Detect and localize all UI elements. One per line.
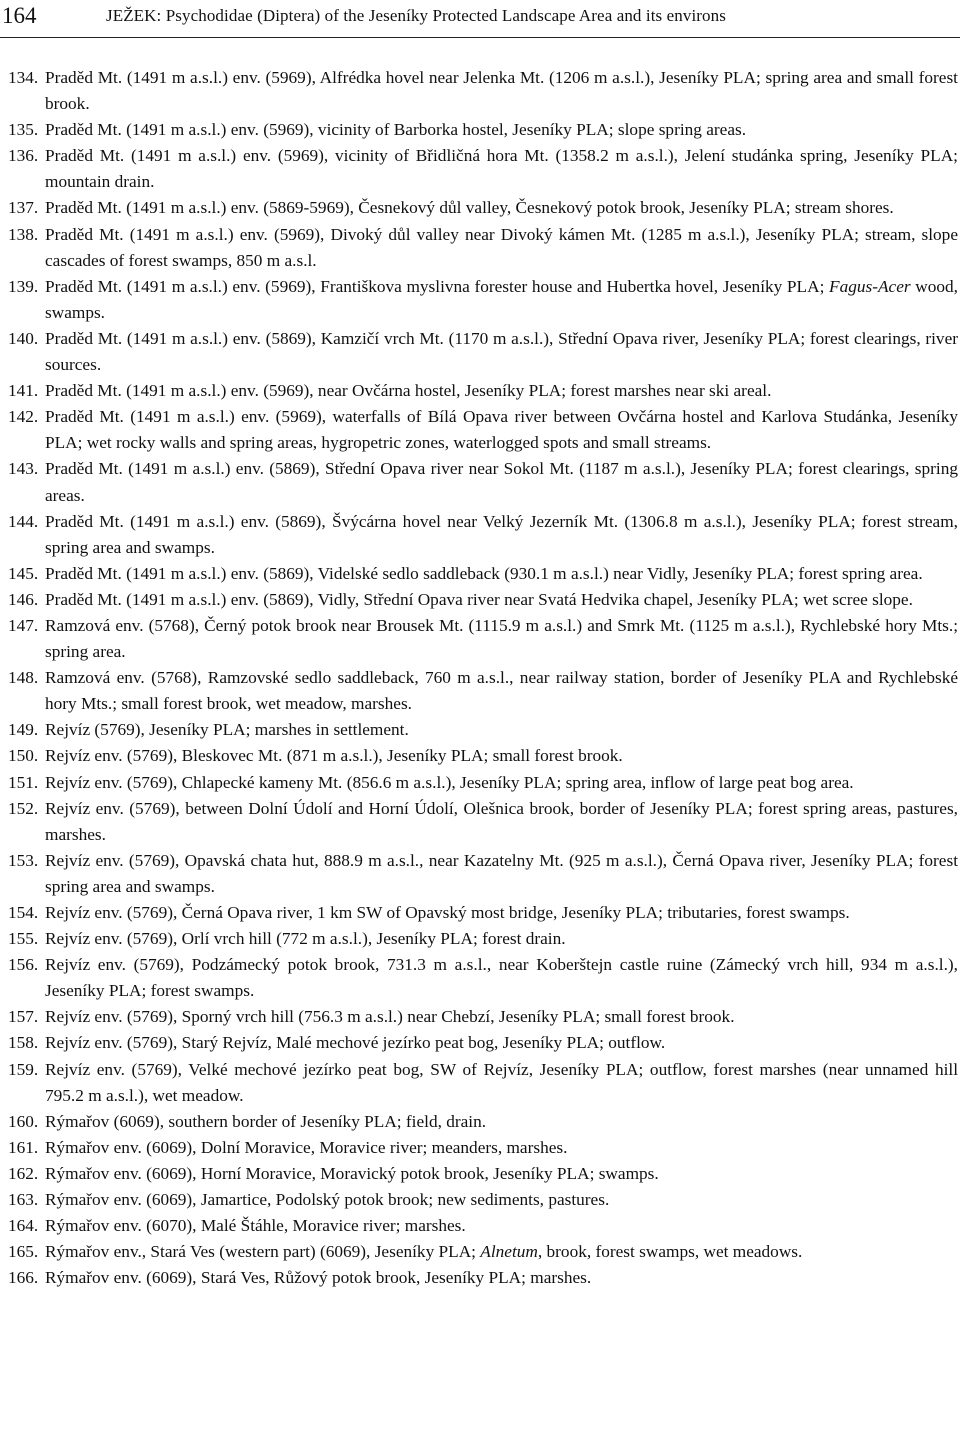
entry-number: 162.	[8, 1163, 39, 1183]
entry-text: Rýmařov env. (6069), Stará Ves, Růžový potok brook, Jeseníky PLA; marshes.	[45, 1268, 592, 1288]
locality-entry	[8, 456, 958, 508]
entry-number: 143.	[8, 459, 39, 479]
entry-text: Rejvíz env. (5769), Starý Rejvíz, Malé mechové jezírko peat bog, Jeseníky PLA; outflow.	[45, 1033, 666, 1053]
locality-entry	[8, 274, 958, 326]
entry-number: 160.	[8, 1111, 39, 1131]
entry-text: Rejvíz env. (5769), Podzámecký potok brook, 731.3 m a.s.l., near Koberštejn castle ruine (Zámecký vrch hill, 934 m a.s.l.), Jeseníky PLA; forest swamps.	[45, 955, 958, 1001]
entry-number: 165.	[8, 1242, 39, 1262]
entry-number: 158.	[8, 1033, 39, 1053]
locality-entry	[8, 117, 958, 143]
locality-entry	[8, 1239, 958, 1265]
entry-text: Rýmařov env. (6069), Jamartice, Podolský potok brook; new sediments, pastures.	[45, 1190, 610, 1210]
entry-number: 142.	[8, 407, 39, 427]
entry-text: Rejvíz env. (5769), Velké mechové jezírko peat bog, SW of Rejvíz, Jeseníky PLA; outflow, forest marshes (near unnamed hill 795.2 m a.s.l.), wet meadow.	[45, 1059, 958, 1105]
entry-number: 141.	[8, 381, 39, 401]
entry-number: 155.	[8, 929, 39, 949]
running-title: JEŽEK: Psychodidae (Diptera) of the Jeseníky Protected Landscape Area and its environs	[106, 6, 726, 25]
entry-text: Praděd Mt. (1491 m a.s.l.) env. (5969), Alfrédka hovel near Jelenka Mt. (1206 m a.s.l.), Jeseníky PLA; spring area and small forest brook.	[45, 68, 958, 114]
entry-text-part: wood, swamps.	[45, 276, 958, 322]
entry-number: 161.	[8, 1137, 39, 1157]
entry-text: Ramzová env. (5768), Černý potok brook near Brousek Mt. (1115.9 m a.s.l.) and Smrk Mt. (1125 m a.s.l.), Rychlebské hory Mts.; spring area.	[45, 615, 958, 662]
locality-entry	[8, 1030, 958, 1056]
locality-entry	[8, 848, 958, 900]
entry-text: Rejvíz (5769), Jeseníky PLA; marshes in settlement.	[45, 720, 409, 740]
locality-entry	[8, 1213, 958, 1239]
locality-entry	[8, 613, 958, 665]
locality-list	[8, 65, 958, 1291]
taxon-name: Fagus-Acer	[829, 276, 911, 296]
locality-entry	[8, 222, 958, 274]
locality-entry	[8, 404, 958, 456]
header-rule	[0, 37, 960, 38]
entry-text: Rýmařov env. (6070), Malé Štáhle, Moravice river; marshes.	[45, 1216, 466, 1236]
locality-entry	[8, 1265, 958, 1291]
locality-entry	[8, 587, 958, 613]
entry-text: Praděd Mt. (1491 m a.s.l.) env. (5869-5969), Česnekový důl valley, Česnekový potok brook, Jeseníky PLA; stream shores.	[45, 198, 894, 218]
entry-text: Praděd Mt. (1491 m a.s.l.) env. (5969), near Ovčárna hostel, Jeseníky PLA; forest marshes near ski areal.	[45, 381, 772, 401]
entry-text: Praděd Mt. (1491 m a.s.l.) env. (5969), waterfalls of Bílá Opava river between Ovčárna hostel and Karlova Studánka, Jeseníky PLA; wet rocky walls and spring areas, hygropetric zones, waterlogged spots and small streams.	[45, 407, 958, 453]
locality-entry	[8, 509, 958, 561]
entry-text: Rejvíz env. (5769), between Dolní Údolí and Horní Údolí, Olešnica brook, border of Jeseníky PLA; forest spring areas, pastures, marshes.	[45, 798, 958, 844]
locality-entry	[8, 770, 958, 796]
entry-text-part: Rýmařov env., Stará Ves (western part) (6069), Jeseníky PLA;	[45, 1242, 481, 1262]
entry-text: Rejvíz env. (5769), Sporný vrch hill (756.3 m a.s.l.) near Chebzí, Jeseníky PLA; small forest brook.	[45, 1007, 735, 1027]
locality-entry	[8, 665, 958, 717]
entry-number: 146.	[8, 589, 39, 609]
entry-text: Rýmařov env. (6069), Dolní Moravice, Moravice river; meanders, marshes.	[45, 1137, 568, 1157]
entry-number: 147.	[8, 615, 39, 635]
locality-entry	[8, 717, 958, 743]
entry-text: Praděd Mt. (1491 m a.s.l.) env. (5869), Švýcárna hovel near Velký Jezerník Mt. (1306.8 m a.s.l.), Jeseníky PLA; forest stream, spring area and swamps.	[45, 511, 958, 557]
locality-entry	[8, 743, 958, 769]
locality-entry	[8, 952, 958, 1004]
locality-entry	[8, 1057, 958, 1109]
entry-number: 150.	[8, 746, 39, 766]
locality-entry	[8, 1161, 958, 1187]
entry-number: 135.	[8, 120, 39, 140]
entry-text: Rejvíz env. (5769), Opavská chata hut, 888.9 m a.s.l., near Kazatelny Mt. (925 m a.s.l.), Černá Opava river, Jeseníky PLA; forest spring area and swamps.	[45, 850, 958, 896]
entry-number: 139.	[8, 276, 39, 296]
entry-text: Ramzová env. (5768), Ramzovské sedlo saddleback, 760 m a.s.l., near railway station, border of Jeseníky PLA and Rychlebské hory Mts.; small forest brook, wet meadow, marshes.	[45, 668, 958, 714]
locality-entry	[8, 1109, 958, 1135]
entry-number: 166.	[8, 1268, 39, 1288]
entry-number: 144.	[8, 511, 39, 531]
entry-text: Praděd Mt. (1491 m a.s.l.) env. (5869), Kamzičí vrch Mt. (1170 m a.s.l.), Střední Opava river, Jeseníky PLA; forest clearings, river sources.	[45, 328, 958, 375]
entry-number: 136.	[8, 146, 39, 166]
entry-text: Praděd Mt. (1491 m a.s.l.) env. (5869), Vidly, Střední Opava river near Svatá Hedvika chapel, Jeseníky PLA; wet scree slope.	[45, 589, 913, 609]
entry-number: 152.	[8, 798, 39, 818]
entry-number: 164.	[8, 1216, 39, 1236]
entry-number: 140.	[8, 328, 39, 348]
locality-entry	[8, 143, 958, 195]
entry-number: 149.	[8, 720, 39, 740]
entry-text: Praděd Mt. (1491 m a.s.l.) env. (5869), Videlské sedlo saddleback (930.1 m a.s.l.) near Vidly, Jeseníky PLA; forest spring area.	[45, 563, 923, 583]
locality-entry	[8, 926, 958, 952]
locality-entry	[8, 900, 958, 926]
page-number: 164	[2, 3, 37, 28]
entry-text: Praděd Mt. (1491 m a.s.l.) env. (5969), vicinity of Barborka hostel, Jeseníky PLA; slope spring areas.	[45, 120, 747, 140]
entry-text: Rejvíz env. (5769), Černá Opava river, 1 km SW of Opavský most bridge, Jeseníky PLA; tributaries, forest swamps.	[45, 903, 850, 922]
locality-entry	[8, 378, 958, 404]
entry-number: 163.	[8, 1190, 39, 1210]
entry-number: 145.	[8, 563, 39, 583]
entry-text: Rejvíz env. (5769), Chlapecké kameny Mt. (856.6 m a.s.l.), Jeseníky PLA; spring area, inflow of large peat bog area.	[45, 772, 854, 792]
locality-entry	[8, 561, 958, 587]
entry-text: Rýmařov (6069), southern border of Jeseníky PLA; field, drain.	[45, 1111, 487, 1131]
locality-entry	[8, 65, 958, 117]
entry-number: 148.	[8, 668, 39, 688]
entry-number: 134.	[8, 68, 39, 87]
entry-number: 137.	[8, 198, 39, 218]
taxon-name: Alnetum	[480, 1242, 538, 1262]
locality-entry	[8, 1135, 958, 1161]
entry-text: Praděd Mt. (1491 m a.s.l.) env. (5969), vicinity of Břidličná hora Mt. (1358.2 m a.s.l.), Jelení studánka spring, Jeseníky PLA; mountain drain.	[45, 146, 958, 192]
locality-entry	[8, 1004, 958, 1030]
entry-number: 151.	[8, 772, 39, 792]
entry-text	[45, 277, 958, 322]
page-header	[0, 0, 960, 40]
entry-text: Praděd Mt. (1491 m a.s.l.) env. (5969), Divoký důl valley near Divoký kámen Mt. (1285 m a.s.l.), Jeseníky PLA; stream, slope cascades of forest swamps, 850 m a.s.l.	[45, 224, 958, 270]
entry-number: 159.	[8, 1059, 39, 1079]
entry-number: 153.	[8, 850, 39, 870]
entry-text: Rýmařov env. (6069), Horní Moravice, Moravický potok brook, Jeseníky PLA; swamps.	[45, 1163, 659, 1183]
entry-number: 156.	[8, 955, 39, 975]
locality-entry	[8, 326, 958, 378]
entry-text: Rejvíz env. (5769), Bleskovec Mt. (871 m a.s.l.), Jeseníky PLA; small forest brook.	[45, 746, 623, 766]
locality-entry	[8, 195, 958, 221]
entry-number: 154.	[8, 903, 39, 922]
entry-text-part: Praděd Mt. (1491 m a.s.l.) env. (5969), Františkova myslivna forester house and Hubertka hovel, Jeseníky PLA;	[45, 276, 830, 296]
locality-entry	[8, 796, 958, 848]
entry-number: 157.	[8, 1007, 39, 1027]
entry-text	[45, 1242, 802, 1261]
entry-text-part: , brook, forest swamps, wet meadows.	[537, 1242, 803, 1262]
entry-text: Rejvíz env. (5769), Orlí vrch hill (772 m a.s.l.), Jeseníky PLA; forest drain.	[45, 929, 566, 949]
locality-entry	[8, 1187, 958, 1213]
entry-text: Praděd Mt. (1491 m a.s.l.) env. (5869), Střední Opava river near Sokol Mt. (1187 m a.s.l.), Jeseníky PLA; forest clearings, spring areas.	[45, 459, 958, 505]
entry-number: 138.	[8, 224, 39, 244]
